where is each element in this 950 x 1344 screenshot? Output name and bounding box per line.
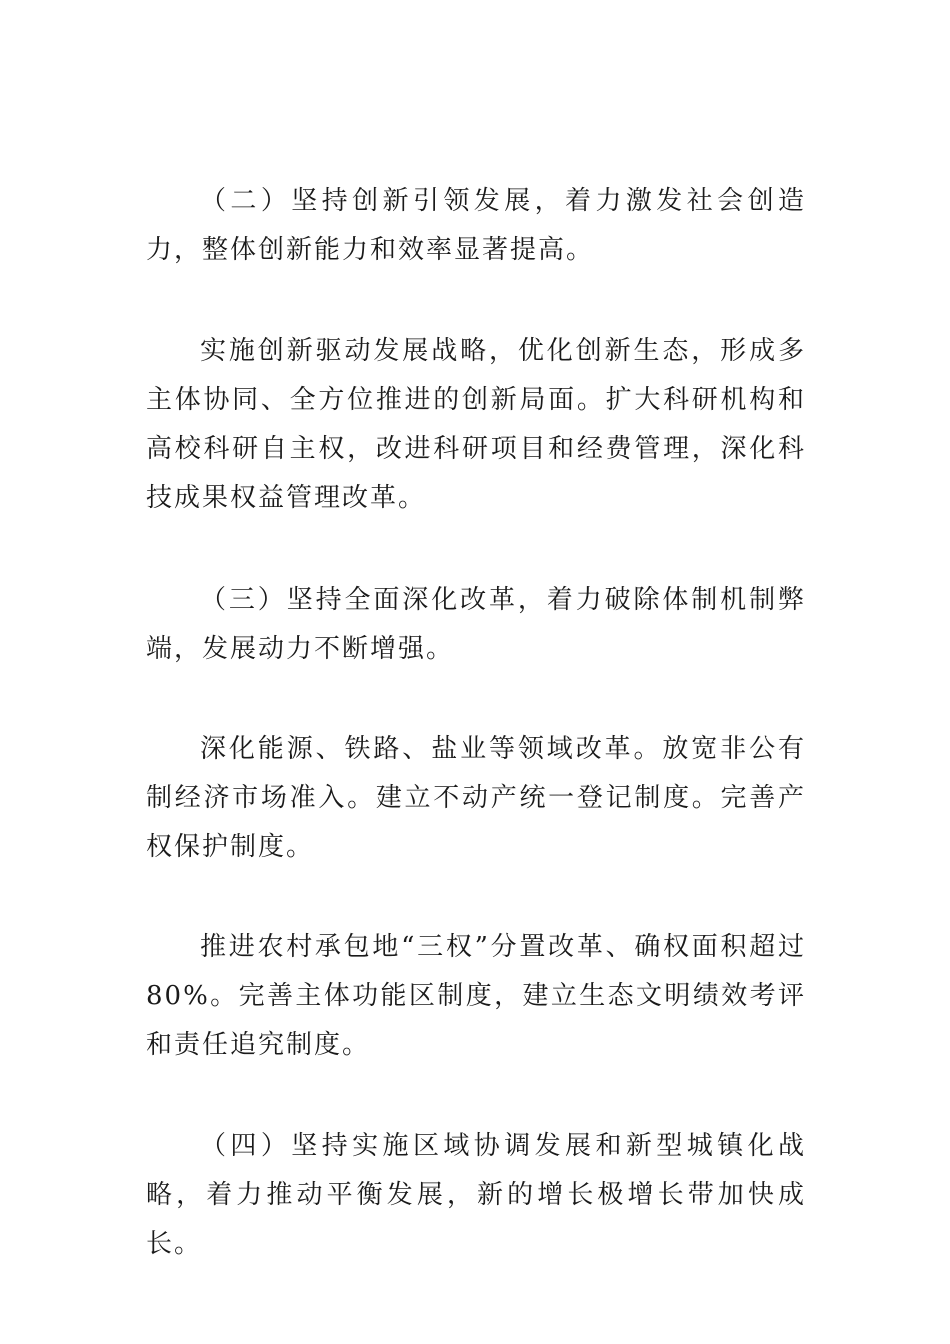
section-heading-4: （四）坚持实施区域协调发展和新型城镇化战略，着力推动平衡发展，新的增长极增长带加快成长。 [146,1131,806,1259]
section-heading-3: （三）坚持全面深化改革，着力破除体制机制弊端，发展动力不断增强。 [146,585,806,664]
body-paragraph: 深化能源、铁路、盐业等领域改革。放宽非公有制经济市场准入。建立不动产统一登记制度。完善产权保护制度。 [146,734,806,862]
body-paragraph: 推进农村承包地“三权”分置改革、确权面积超过80%。完善主体功能区制度，建立生态文明绩效考评和责任追究制度。 [146,932,806,1060]
body-paragraph: 实施创新驱动发展战略，优化创新生态，形成多主体协同、全方位推进的创新局面。扩大科研机构和高校科研自主权，改进科研项目和经费管理，深化科技成果权益管理改革。 [146,336,806,513]
section-heading-2: （二）坚持创新引领发展，着力激发社会创造力，整体创新能力和效率显著提高。 [146,186,806,265]
